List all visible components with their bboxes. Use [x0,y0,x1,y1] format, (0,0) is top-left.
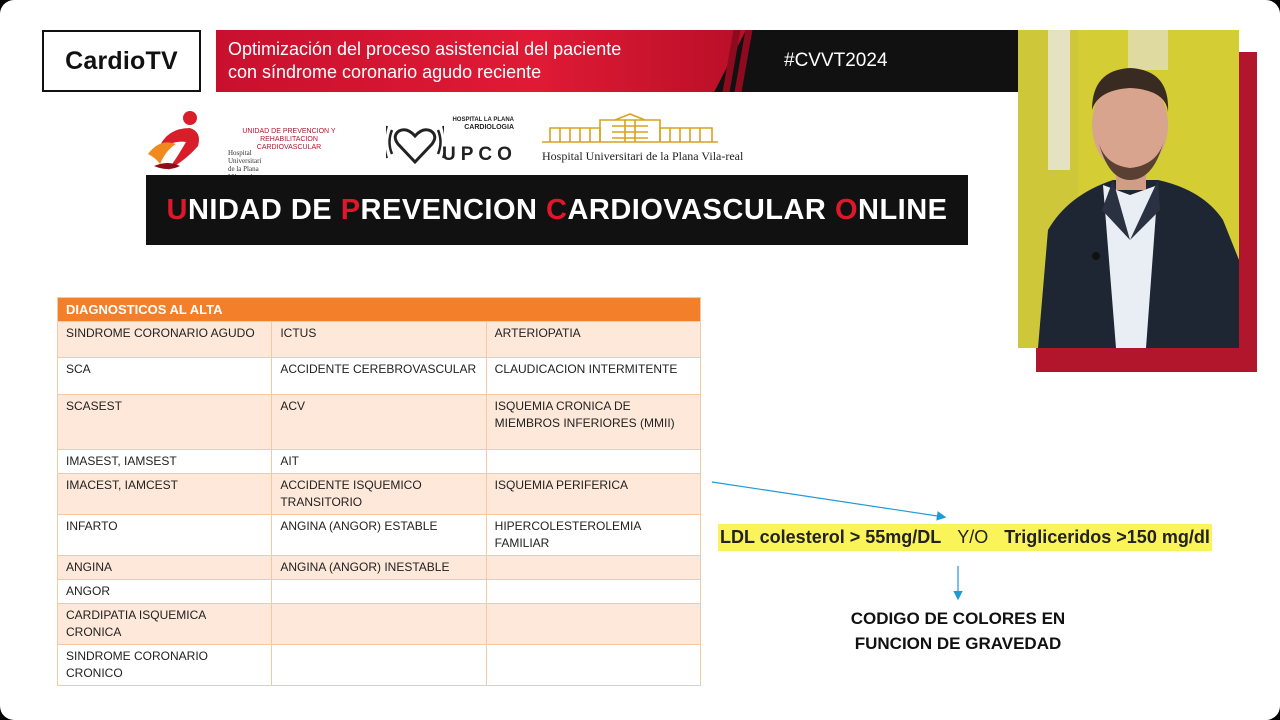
speaker-silhouette-icon [1018,30,1239,348]
table-cell: ISQUEMIA CRONICA DE MIEMBROS INFERIORES (MMII) [486,395,700,450]
upco-caption [452,117,514,131]
table-cell: SCA [58,358,272,395]
table-cell: ANGOR [58,580,272,604]
table-row [58,322,701,358]
table-row [58,604,701,645]
table-cell [486,556,700,580]
heart-signal-icon [386,122,444,166]
table-cell [486,645,700,686]
table-cell: HIPERCOLESTEROLEMIA FAMILIAR [486,515,700,556]
banner-text [167,194,948,227]
table-cell [486,580,700,604]
table-cell: AIT [272,450,486,474]
table-row [58,515,701,556]
hashtag: #CVVT2024 [784,50,888,71]
table-row [58,580,701,604]
table-cell [272,604,486,645]
table-row [58,450,701,474]
banner-initial: O [834,193,858,226]
table-cell: ACCIDENTE ISQUEMICO TRANSITORIO [272,474,486,515]
upco-caption-line2: CARDIOLOGIA [464,124,514,131]
upco-wordmark: UPCO [442,144,517,165]
table-header: DIAGNOSTICOS AL ALTA [58,298,701,322]
diagnosis-table [57,297,701,686]
color-code-note [818,606,1098,656]
color-code-line2: FUNCION DE GRAVEDAD [854,634,1062,653]
table-cell: SINDROME CORONARIO AGUDO [58,322,272,358]
banner-word: NIDAD DE [187,193,341,226]
unit-name-line1: UNIDAD DE PREVENCION Y REHABILITACION [242,128,336,143]
table-cell: ANGINA [58,556,272,580]
table-row [58,395,701,450]
banner-initial: C [546,193,568,226]
title-band [216,30,1018,92]
table-cell: ACV [272,395,486,450]
table-cell: ACCIDENTE CEREBROVASCULAR [272,358,486,395]
table-cell: CARDIPATIA ISQUEMICA CRONICA [58,604,272,645]
table-row [58,556,701,580]
talk-title-line1: Optimización del proceso asistencial del paciente [228,39,622,59]
table-row [58,358,701,395]
upco-caption-line1: HOSPITAL LA PLANA [452,117,514,123]
banner-initial: U [166,193,188,226]
banner-word: NLINE [858,193,948,226]
unit-hospital: Hospital Universitari de la Plana [228,149,262,173]
table-cell [272,580,486,604]
table-cell: IMACEST, IAMCEST [58,474,272,515]
upco-banner [146,175,968,245]
table-cell: ARTERIOPATIA [486,322,700,358]
talk-title-line2: con síndrome coronario agudo reciente [228,62,542,82]
banner-initial: P [340,193,361,226]
banner-word: ARDIOVASCULAR [567,193,835,226]
unit-name-line2: CARDIOVASCULAR [256,144,322,151]
person-running-icon [146,110,208,176]
table-row [58,474,701,515]
table-cell: CLAUDICACION INTERMITENTE [486,358,700,395]
table-cell: IMASEST, IAMSEST [58,450,272,474]
table-cell: INFARTO [58,515,272,556]
table-row [58,645,701,686]
table-cell [486,604,700,645]
ldl-criterion: LDL colesterol > 55mg/DL [720,527,942,547]
arrow-to-criteria-icon [712,482,944,517]
table-cell: ISQUEMIA PERIFERICA [486,474,700,515]
speaker-video [1018,30,1239,348]
banner-word: REVENCION [360,193,547,226]
lipid-criteria [718,524,1212,551]
table-cell: ANGINA (ANGOR) ESTABLE [272,515,486,556]
table-cell: SCASEST [58,395,272,450]
cardiotv-logo-text: CardioTV [65,46,178,75]
table-cell [272,645,486,686]
table-cell [486,450,700,474]
hospital-name: Hospital Universitari de la Plana Vila-real [542,149,744,163]
table-cell: SINDROME CORONARIO CRONICO [58,645,272,686]
table-cell: ANGINA (ANGOR) INESTABLE [272,556,486,580]
criteria-connector: Y/O [957,527,989,547]
color-code-line1: CODIGO DE COLORES EN [850,609,1066,628]
table-cell: ICTUS [272,322,486,358]
tg-criterion: Trigliceridos >150 mg/dl [1004,527,1210,547]
talk-title [228,38,621,84]
hospital-building-icon [540,112,720,148]
cardiotv-logo [42,30,201,92]
